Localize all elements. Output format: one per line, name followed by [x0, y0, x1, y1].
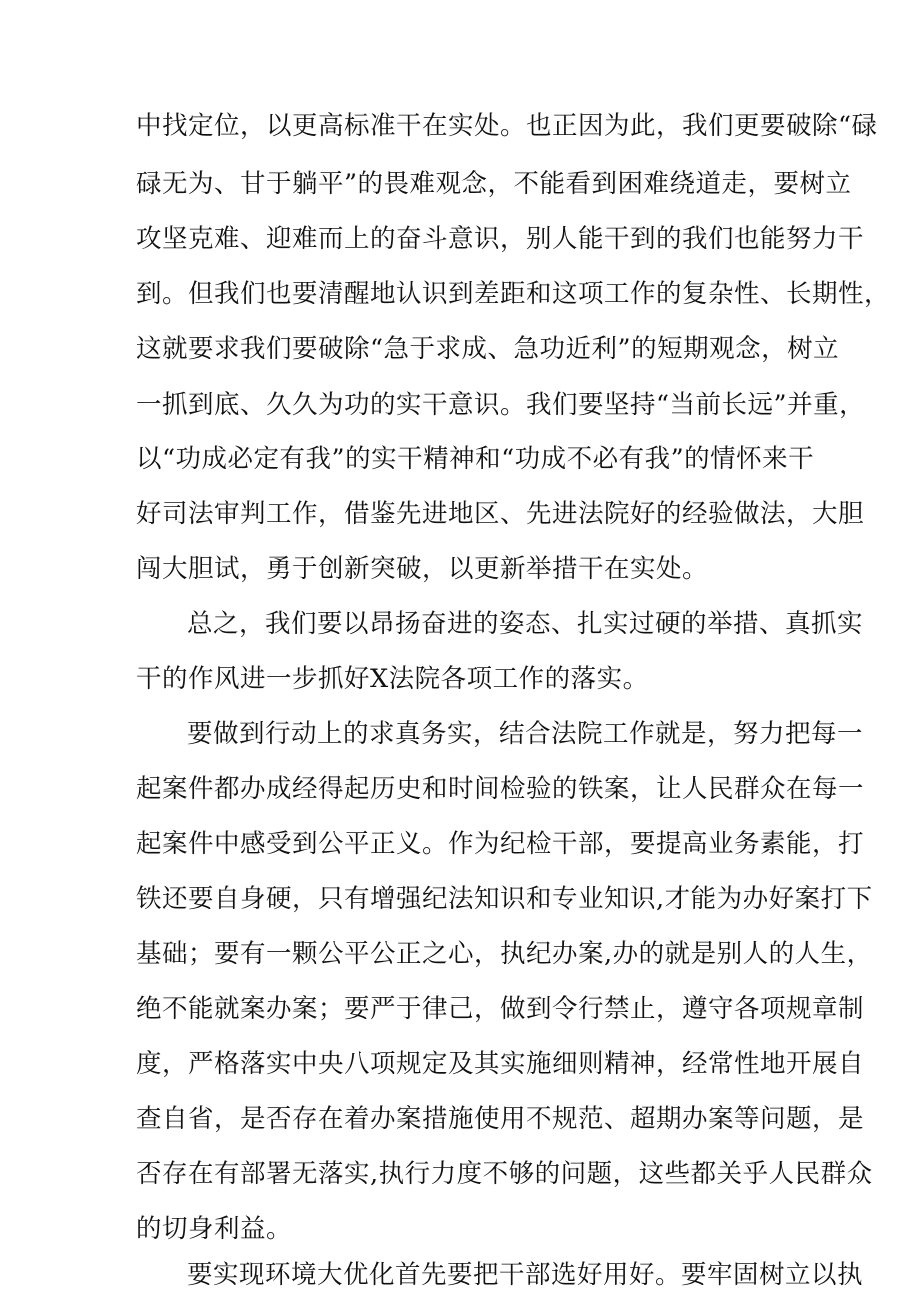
text-line: 这就要求我们要破除“急于求成、急功近利”的短期观念，树立 — [136, 334, 840, 364]
text-line: 一抓到底、久久为功的实干意识。我们要坚持“当前长远”并重， — [136, 390, 866, 420]
text-line: 的切身利益。 — [136, 1214, 293, 1244]
text-line: 干的作风进一步抓好X法院各项工作的落实。 — [136, 664, 649, 694]
text-line: 绝不能就案办案；要严于律己，做到令行禁止，遵守各项规章制 — [136, 994, 865, 1024]
paragraph-first-line: 要做到行动上的求真务实，结合法院工作就是，努力把每一 — [187, 719, 864, 749]
text-line: 攻坚克难、迎难而上的奋斗意识，别人能干到的我们也能努力干 — [136, 224, 865, 254]
text-line: 以“功成必定有我”的实干精神和“功成不必有我”的情怀来干 — [136, 444, 815, 474]
text-line: 起案件都办成经得起历史和时间检验的铁案，让人民群众在每一 — [136, 774, 865, 804]
text-line: 基础；要有一颗公平公正之心，执纪办案,办的就是别人的人生， — [136, 939, 873, 969]
paragraph-first-line: 要实现环境大优化首先要把干部选好用好。要牢固树立以执 — [187, 1260, 864, 1290]
text-line: 中找定位，以更高标准干在实处。也正因为此，我们更要破除“碌 — [136, 111, 878, 141]
text-line: 查自省，是否存在着办案措施使用不规范、超期办案等问题，是 — [136, 1104, 865, 1134]
text-line: 否存在有部署无落实,执行力度不够的问题，这些都关乎人民群众 — [136, 1159, 873, 1189]
text-line: 闯大胆试，勇于创新突破，以更新举措干在实处。 — [136, 554, 709, 584]
paragraph-first-line: 总之，我们要以昂扬奋进的姿态、扎实过硬的举措、真抓实 — [187, 609, 864, 639]
text-line: 起案件中感受到公平正义。作为纪检干部，要提高业务素能，打 — [136, 829, 865, 859]
text-line: 度，严格落实中央八项规定及其实施细则精神，经常性地开展自 — [136, 1049, 865, 1079]
text-line: 到。但我们也要清醒地认识到差距和这项工作的复杂性、长期性， — [136, 279, 891, 309]
text-line: 好司法审判工作，借鉴先进地区、先进法院好的经验做法，大胆 — [136, 499, 865, 529]
text-line: 碌无为、甘于躺平”的畏难观念，不能看到困难绕道走，要树立 — [136, 169, 852, 199]
text-line: 铁还要自身硬，只有增强纪法知识和专业知识,才能为办好案打下 — [136, 884, 873, 914]
